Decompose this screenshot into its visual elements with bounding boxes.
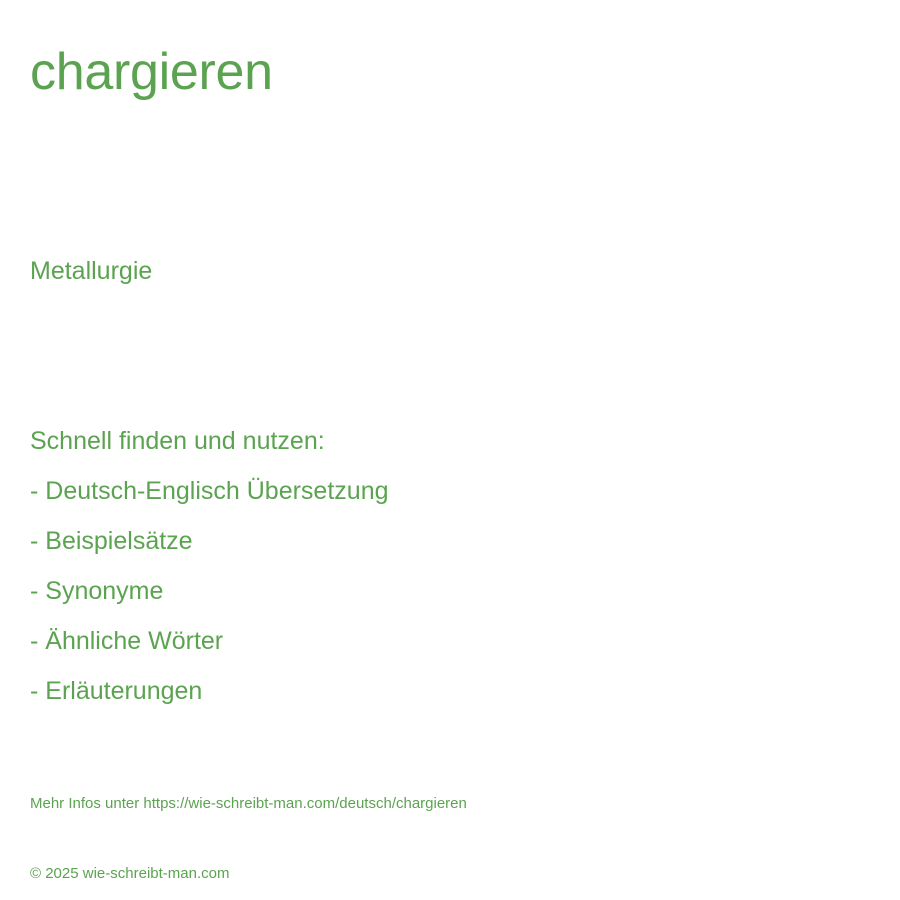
- feature-item-explanations: - Erläuterungen: [30, 677, 203, 705]
- category-label: Metallurgie: [30, 257, 153, 285]
- feature-item-similar-words: - Ähnliche Wörter: [30, 627, 224, 655]
- feature-item-example-sentences: - Beispielsätze: [30, 527, 193, 555]
- word-title: chargieren: [30, 43, 273, 101]
- more-info-text: Mehr Infos unter https://wie-schreibt-man.com/deutsch/chargieren: [30, 795, 467, 812]
- features-heading: Schnell finden und nutzen:: [30, 427, 325, 455]
- copyright-text: © 2025 wie-schreibt-man.com: [30, 865, 230, 882]
- feature-item-synonyms: - Synonyme: [30, 577, 164, 605]
- feature-item-translation: - Deutsch-Englisch Übersetzung: [30, 477, 389, 505]
